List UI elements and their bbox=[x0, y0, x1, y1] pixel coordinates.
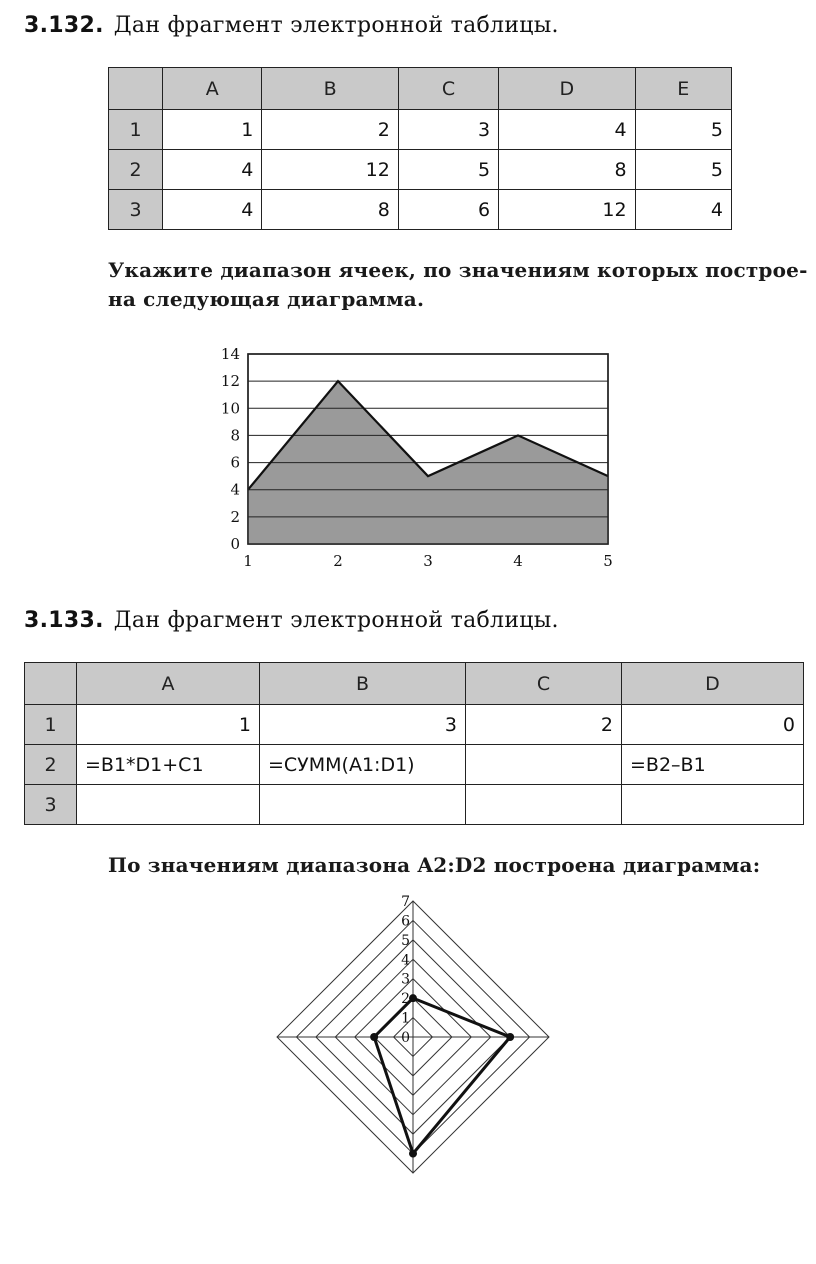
cell-c3 bbox=[466, 785, 622, 825]
radar-tick-label: 4 bbox=[401, 952, 410, 969]
cell-d3: 12 bbox=[499, 190, 635, 230]
y-tick-label: 8 bbox=[230, 426, 240, 445]
table-row bbox=[25, 705, 804, 745]
column-header-e: E bbox=[635, 68, 731, 110]
radar-tick-label: 1 bbox=[401, 1010, 410, 1027]
x-tick-label: 3 bbox=[423, 552, 433, 570]
column-header-d: D bbox=[499, 68, 635, 110]
cell-d3 bbox=[622, 785, 804, 825]
cell-c2 bbox=[466, 745, 622, 785]
cell-c3: 6 bbox=[398, 190, 498, 230]
column-header-a: A bbox=[163, 68, 262, 110]
task-132-heading bbox=[24, 12, 559, 40]
column-header-b: B bbox=[260, 663, 466, 705]
cell-e2: 5 bbox=[635, 150, 731, 190]
task-133-heading bbox=[24, 607, 559, 635]
x-tick-label: 5 bbox=[603, 552, 613, 570]
corner-cell bbox=[25, 663, 77, 705]
task-132-question-line-1: Укажите диапазон ячеек, по значениям которых построе- bbox=[108, 258, 808, 282]
y-tick-label: 2 bbox=[230, 507, 240, 526]
cell-b2: =СУММ(A1:D1) bbox=[260, 745, 466, 785]
cell-d1: 4 bbox=[499, 110, 635, 150]
spreadsheet-133 bbox=[24, 662, 804, 825]
x-tick-label: 1 bbox=[243, 552, 253, 570]
task-133-title: Дан фрагмент электронной таблицы. bbox=[113, 608, 559, 633]
table-row bbox=[109, 190, 732, 230]
cell-a3: 4 bbox=[163, 190, 262, 230]
cell-a3 bbox=[77, 785, 260, 825]
task-133-number: 3.133. bbox=[24, 608, 104, 633]
y-tick-label: 12 bbox=[220, 372, 240, 391]
area-chart bbox=[200, 340, 630, 580]
radar-point bbox=[506, 1033, 514, 1041]
cell-d2: =B2–B1 bbox=[622, 745, 804, 785]
cell-a1: 1 bbox=[163, 110, 262, 150]
cell-e1: 5 bbox=[635, 110, 731, 150]
cell-b2: 12 bbox=[262, 150, 398, 190]
cell-b3 bbox=[260, 785, 466, 825]
x-tick-label: 4 bbox=[513, 552, 523, 570]
radar-tick-label: 6 bbox=[401, 913, 410, 930]
task-133-question: По значениям диапазона A2:D2 построена диаграмма: bbox=[108, 853, 761, 877]
radar-tick-label: 5 bbox=[401, 932, 410, 949]
cell-c2: 5 bbox=[398, 150, 498, 190]
radar-tick-label: 2 bbox=[401, 991, 410, 1008]
radar-chart bbox=[268, 895, 558, 1185]
y-tick-label: 14 bbox=[220, 345, 240, 363]
radar-point bbox=[409, 1150, 417, 1158]
x-tick-label: 2 bbox=[333, 552, 343, 570]
y-tick-label: 0 bbox=[230, 535, 240, 553]
row-header: 1 bbox=[25, 705, 77, 745]
task-132-number: 3.132. bbox=[24, 13, 104, 38]
radar-point bbox=[409, 994, 417, 1002]
cell-a2: =B1*D1+C1 bbox=[77, 745, 260, 785]
corner-cell bbox=[109, 68, 163, 110]
table-row bbox=[25, 745, 804, 785]
column-header-d: D bbox=[622, 663, 804, 705]
column-header-a: A bbox=[77, 663, 260, 705]
table-row bbox=[25, 785, 804, 825]
table-row bbox=[109, 150, 732, 190]
row-header: 2 bbox=[25, 745, 77, 785]
radar-series-line bbox=[374, 998, 510, 1153]
cell-b1: 2 bbox=[262, 110, 398, 150]
column-header-b: B bbox=[262, 68, 398, 110]
row-header: 1 bbox=[109, 110, 163, 150]
radar-tick-label: 3 bbox=[401, 971, 410, 988]
cell-a2: 4 bbox=[163, 150, 262, 190]
spreadsheet-132 bbox=[108, 67, 732, 230]
y-tick-label: 6 bbox=[230, 453, 240, 472]
task-132-question-line-2: на следующая диаграмма. bbox=[108, 287, 425, 311]
row-header: 2 bbox=[109, 150, 163, 190]
y-tick-label: 10 bbox=[220, 399, 240, 418]
cell-d2: 8 bbox=[499, 150, 635, 190]
cell-b3: 8 bbox=[262, 190, 398, 230]
cell-e3: 4 bbox=[635, 190, 731, 230]
cell-d1: 0 bbox=[622, 705, 804, 745]
cell-b1: 3 bbox=[260, 705, 466, 745]
column-header-c: C bbox=[466, 663, 622, 705]
column-header-c: C bbox=[398, 68, 498, 110]
radar-tick-label: 0 bbox=[401, 1030, 410, 1046]
radar-point bbox=[370, 1033, 378, 1041]
radar-tick-label: 7 bbox=[401, 895, 410, 910]
y-tick-label: 4 bbox=[230, 480, 240, 499]
cell-c1: 2 bbox=[466, 705, 622, 745]
table-row bbox=[109, 110, 732, 150]
cell-a1: 1 bbox=[77, 705, 260, 745]
row-header: 3 bbox=[109, 190, 163, 230]
cell-c1: 3 bbox=[398, 110, 498, 150]
task-132-title: Дан фрагмент электронной таблицы. bbox=[113, 13, 559, 38]
row-header: 3 bbox=[25, 785, 77, 825]
